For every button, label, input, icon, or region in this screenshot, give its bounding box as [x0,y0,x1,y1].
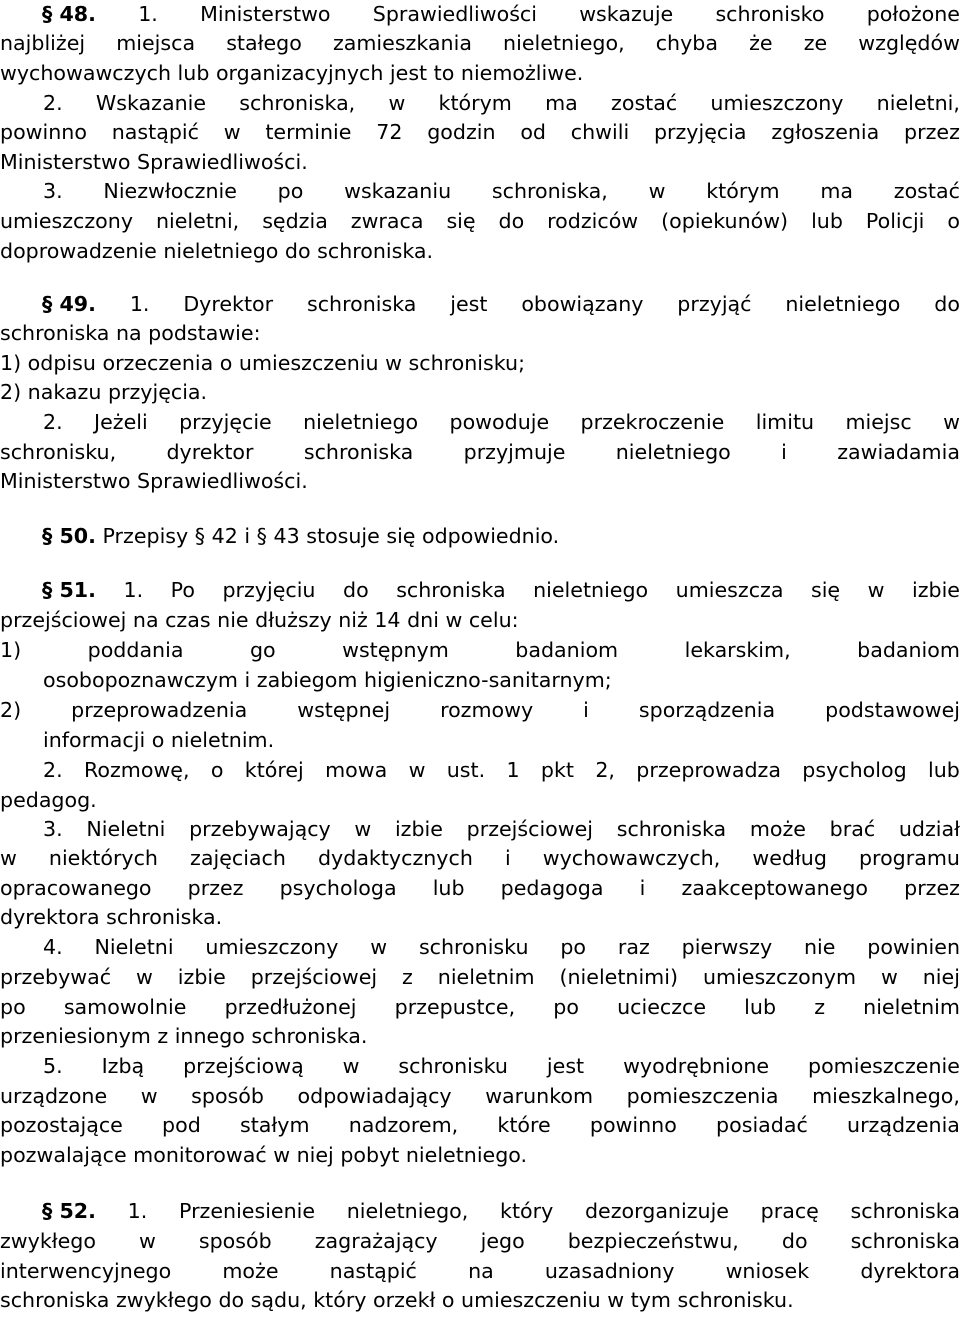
art49-line-4: 2) nakazu przyjęcia. [0,380,208,404]
art51-line-12: dyrektora schroniska. [0,905,223,929]
art51-line-16: przeniesionym z innego schroniska. [0,1024,368,1048]
art51-line-19: pozostające pod stałym nadzorem, które powinno posiadać urządzenia [0,1113,960,1137]
art48-line-9: doprowadzenie nieletniego do schroniska. [0,239,434,263]
art51-line-11: opracowanego przez psychologa lub pedagoga i zaakceptowanego przez [0,876,960,900]
art48-line-7: 3. Niezwłocznie po wskazaniu schroniska, w którym ma zostać [43,179,960,203]
art49-line-7: Ministerstwo Sprawiedliwości. [0,469,308,493]
art51-line-6: informacji o nieletnim. [43,728,275,752]
art51-line-7: 2. Rozmowę, o której mowa w ust. 1 pkt 2, przeprowadza psycholog lub [43,758,960,782]
art48-line-3: wychowawczych lub organizacyjnych jest to niemożliwe. [0,61,584,85]
art51-line-17: 5. Izbą przejściową w schronisku jest wyodrębnione pomieszczenie [43,1054,960,1078]
art48-line-2: najbliżej miejsca stałego zamieszkania nieletniego, chyba że ze względów [0,31,960,55]
art51-line-8: pedagog. [0,788,97,812]
art51-line-10: w niektórych zajęciach dydaktycznych i wychowawczych, według programu [0,846,960,870]
art48-line-5: powinno nastąpić w terminie 72 godzin od chwili przyjęcia zgłoszenia przez [0,120,960,144]
art51-line-4: osobopoznawczym i zabiegom higieniczno-sanitarnym; [43,668,612,692]
art49-line-3: 1) odpisu orzeczenia o umieszczeniu w schronisku; [0,351,526,375]
art49-line-5: 2. Jeżeli przyjęcie nieletniego powoduje przekroczenie limitu miejsc w [43,410,960,434]
art50-text-1: Przepisy § 42 i § 43 stosuje się odpowiednio. [102,524,560,548]
art51-line-2: przejściowej na czas nie dłuższy niż 14 dni w celu: [0,608,519,632]
art52-line-2: zwykłego w sposób zagrażający jego bezpieczeństwu, do schroniska [0,1229,960,1253]
art51-line-20: pozwalające monitorować w niej pobyt nieletniego. [0,1143,528,1167]
art51-line-18: urządzone w sposób odpowiadający warunkom pomieszczenia mieszkalnego, [0,1084,960,1108]
art50-heading: § 50. [42,524,96,548]
art51-line-15: po samowolnie przedłużonej przepustce, po ucieczce lub z nieletnim [0,995,960,1019]
art48-line-6: Ministerstwo Sprawiedliwości. [0,150,308,174]
art48-line-1: § 48. 1. Ministerstwo Sprawiedliwości wskazuje schronisko położone [0,0,960,29]
art52-line-3: interwencyjnego może nastąpić na uzasadniony wniosek dyrektora [0,1259,960,1283]
art51-line-5: 2) przeprowadzenia wstępnej rozmowy i sporządzenia podstawowej [0,698,960,722]
art48-line-8: umieszczony nieletni, sędzia zwraca się do rodziców (opiekunów) lub Policji o [0,209,960,233]
art48-heading: § 48. [42,2,96,26]
art51-line-14: przebywać w izbie przejściowej z nieletnim (nieletnimi) umieszczonym w niej [0,965,960,989]
art52-heading: § 52. [42,1199,96,1223]
art51-line-9: 3. Nieletni przebywający w izbie przejściowej schroniska może brać udział [43,817,960,841]
art49-line-6: schronisku, dyrektor schroniska przyjmuje nieletniego i zawiadamia [0,440,960,464]
art51-line-13: 4. Nieletni umieszczony w schronisku po raz pierwszy nie powinien [43,935,960,959]
art49-line-2: schroniska na podstawie: [0,321,261,345]
art51-line-1: § 51. 1. Po przyjęciu do schroniska nieletniego umieszcza się w izbie [0,575,960,605]
art51-line-3: 1) poddania go wstępnym badaniom lekarskim, badaniom [0,638,960,662]
art52-line-4: schroniska zwykłego do sądu, który orzekł o umieszczeniu w tym schronisku. [0,1288,794,1312]
art49-heading: § 49. [42,292,96,316]
art48-line-4: 2. Wskazanie schroniska, w którym ma zostać umieszczony nieletni, [43,91,960,115]
art51-heading: § 51. [42,578,96,602]
art49-line-1: § 49. 1. Dyrektor schroniska jest obowiązany przyjąć nieletniego do [0,289,960,319]
art52-line-1: § 52. 1. Przeniesienie nieletniego, który dezorganizuje pracę schroniska [0,1196,960,1226]
art50-line-1 [0,521,960,551]
